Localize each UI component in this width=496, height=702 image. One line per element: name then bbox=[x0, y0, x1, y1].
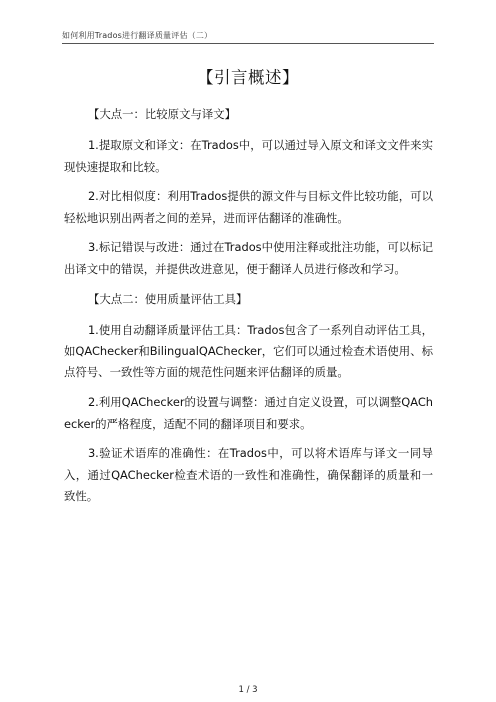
section-heading-2: 【大点二：使用质量评估工具】 bbox=[87, 291, 248, 306]
running-header: 如何利用Trados进行翻译质量评估（二） bbox=[62, 31, 213, 40]
paragraph: 3.标记错误与改进：通过在Trados中使用注释或批注功能，可以标记出译文中的错误，并提供改进意见，便于翻译人员进行修改和学习。 bbox=[64, 240, 433, 276]
section-heading-1: 【大点一：比较原文与译文】 bbox=[87, 107, 237, 121]
paragraph: 2.对比相似度：利用Trados提供的源文件与目标文件比较功能，可以轻松地识别出两者之间的差异，进而评估翻译的准确性。 bbox=[64, 189, 433, 225]
paragraph: 3.验证术语库的准确性：在Trados中，可以将术语库与译文一同导入，通过QAChecker检查术语的一致性和准确性，确保翻译的质量和一致性。 bbox=[64, 446, 433, 503]
header-divider bbox=[62, 43, 434, 44]
paragraph: 2.利用QAChecker的设置与调整：通过自定义设置，可以调整QAChecker的严格程度，适配不同的翻译项目和要求。 bbox=[64, 395, 433, 431]
page-number: 1 / 3 bbox=[238, 685, 258, 695]
paragraph: 1.提取原文和译文：在Trados中，可以通过导入原文和译文文件来实现快速提取和比较。 bbox=[64, 138, 433, 174]
page-title: 【引言概述】 bbox=[197, 68, 299, 87]
paragraph: 1.使用自动翻译质量评估工具：Trados包含了一系列自动评估工具，如QAChecker和BilingualQAChecker，它们可以通过检查术语使用、标点符号、一致性等方面的规范性问题来评估翻译的质量。 bbox=[64, 322, 433, 380]
document-body bbox=[64, 104, 433, 516]
